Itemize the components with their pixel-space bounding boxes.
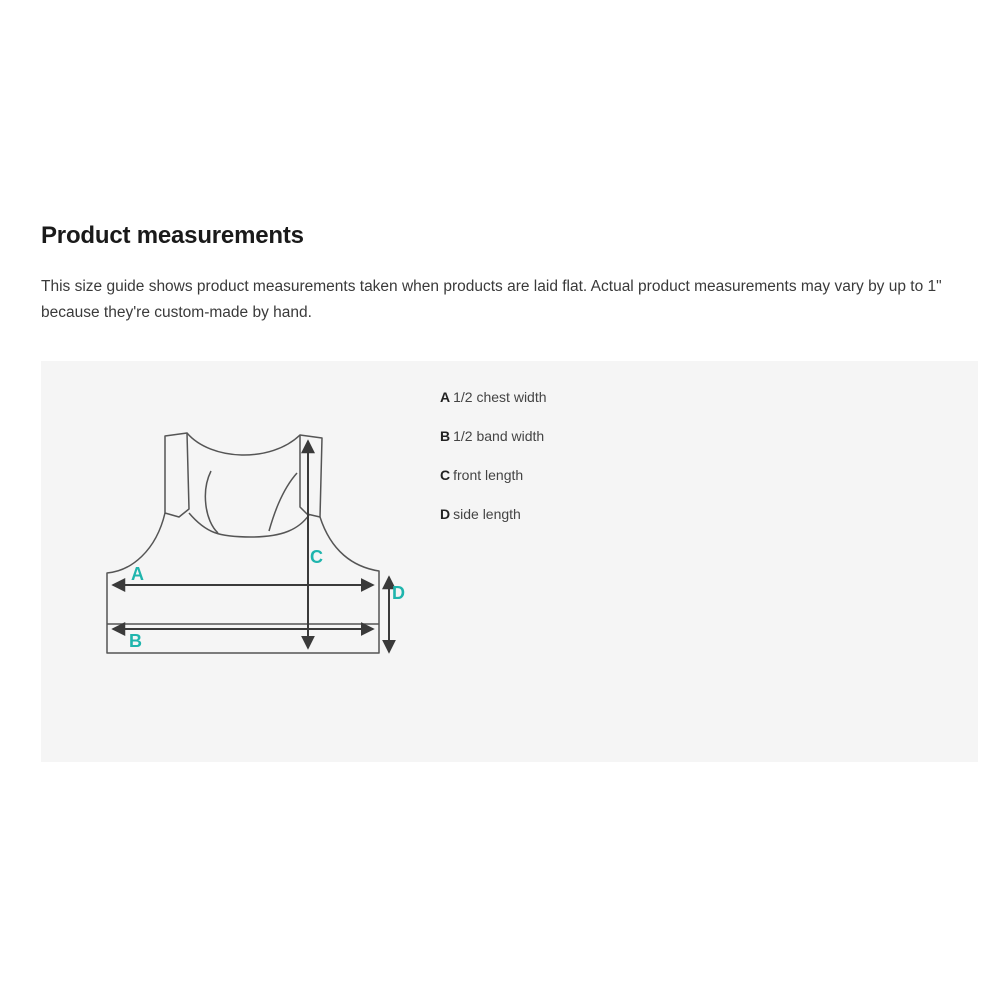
measurement-arrows xyxy=(113,441,389,652)
legend-text: front length xyxy=(453,467,524,483)
garment-outline xyxy=(107,433,379,653)
label-a: A xyxy=(131,564,144,584)
label-d: D xyxy=(392,583,405,603)
legend-item-b xyxy=(440,427,547,445)
legend-key: C xyxy=(440,467,451,483)
measurement-panel xyxy=(41,361,978,762)
label-c: C xyxy=(310,547,323,567)
legend-key: D xyxy=(440,506,451,522)
legend-key: A xyxy=(440,389,451,405)
legend-item-d xyxy=(440,505,547,523)
section-title: Product measurements xyxy=(41,222,304,249)
label-b: B xyxy=(129,631,142,651)
legend-item-c xyxy=(440,466,547,484)
legend-text: 1/2 band width xyxy=(453,428,545,444)
intro-text: This size guide shows product measurements taken when products are laid flat. Actual product measurements may vary by up to 1" because they're custom-made by hand. xyxy=(41,278,942,321)
legend-text: side length xyxy=(453,506,521,522)
measurement-legend xyxy=(440,388,547,544)
legend-item-a xyxy=(440,388,547,406)
legend-text: 1/2 chest width xyxy=(453,389,547,405)
legend-key: B xyxy=(440,428,451,444)
sports-bra-diagram xyxy=(101,421,421,671)
